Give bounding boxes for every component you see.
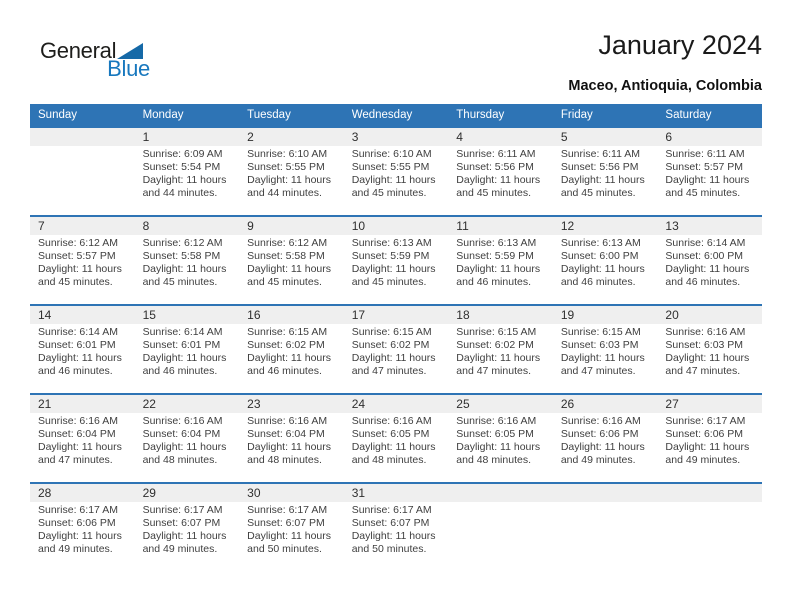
sunset-text: Sunset: 6:02 PM <box>351 339 430 351</box>
sunset-text: Sunset: 6:02 PM <box>247 339 325 351</box>
sunrise-text: Sunrise: 6:13 AM <box>560 237 641 249</box>
daylight-text: Daylight: 11 hours and 49 minutes. <box>38 530 122 555</box>
empty-day-details <box>30 146 135 215</box>
day-details <box>135 235 240 304</box>
day-number: 10 <box>351 219 366 233</box>
sunrise-text: Sunrise: 6:14 AM <box>665 237 746 249</box>
sunrise-text: Sunrise: 6:17 AM <box>247 504 328 516</box>
logo-text-general: General <box>40 38 117 63</box>
week-row <box>30 393 762 482</box>
day-details <box>239 146 344 215</box>
sunset-text: Sunset: 6:01 PM <box>38 339 116 351</box>
day-details <box>657 146 762 215</box>
day-number: 26 <box>560 397 575 411</box>
day-details-band <box>30 324 762 393</box>
weekday-header-friday: Friday <box>560 109 593 121</box>
sunrise-text: Sunrise: 6:11 AM <box>456 148 536 160</box>
daylight-text: Daylight: 11 hours and 48 minutes. <box>351 441 436 466</box>
day-number: 30 <box>247 486 261 500</box>
sunset-text: Sunset: 5:56 PM <box>560 161 639 173</box>
day-number: 7 <box>38 219 45 233</box>
daylight-text: Daylight: 11 hours and 48 minutes. <box>247 441 331 466</box>
day-number: 23 <box>247 397 261 411</box>
sunset-text: Sunset: 6:07 PM <box>351 517 430 529</box>
sunrise-text: Sunrise: 6:10 AM <box>247 148 328 160</box>
daylight-text: Daylight: 11 hours and 48 minutes. <box>456 441 541 466</box>
day-number: 17 <box>351 308 366 322</box>
day-details <box>448 235 553 304</box>
day-number: 15 <box>142 308 156 322</box>
sunrise-text: Sunrise: 6:16 AM <box>456 415 537 427</box>
daylight-text: Daylight: 11 hours and 46 minutes. <box>142 352 227 377</box>
page-title: January 2024 <box>598 30 762 60</box>
calendar-table <box>30 104 762 571</box>
day-details <box>239 502 344 571</box>
daylight-text: Daylight: 11 hours and 45 minutes. <box>351 174 436 199</box>
sunrise-text: Sunrise: 6:17 AM <box>38 504 118 516</box>
week-row <box>30 304 762 393</box>
day-number: 27 <box>665 397 679 411</box>
day-number-band <box>30 395 762 413</box>
daylight-text: Daylight: 11 hours and 45 minutes. <box>560 174 645 199</box>
sunrise-text: Sunrise: 6:15 AM <box>560 326 641 338</box>
sunrise-text: Sunrise: 6:15 AM <box>456 326 537 338</box>
day-details <box>135 502 240 571</box>
day-details-band <box>30 502 762 571</box>
day-number: 19 <box>560 308 575 322</box>
day-details <box>344 146 449 215</box>
sunset-text: Sunset: 6:03 PM <box>665 339 744 351</box>
sunrise-text: Sunrise: 6:15 AM <box>247 326 328 338</box>
daylight-text: Daylight: 11 hours and 49 minutes. <box>665 441 750 466</box>
day-details <box>30 235 135 304</box>
day-details <box>30 413 135 482</box>
empty-day-cell <box>657 484 762 502</box>
sunrise-text: Sunrise: 6:13 AM <box>351 237 432 249</box>
sunset-text: Sunset: 6:02 PM <box>456 339 534 351</box>
day-number: 25 <box>456 397 470 411</box>
daylight-text: Daylight: 11 hours and 46 minutes. <box>247 352 331 377</box>
daylight-text: Daylight: 11 hours and 47 minutes. <box>38 441 122 466</box>
day-number: 12 <box>560 219 575 233</box>
week-row <box>30 126 762 215</box>
day-number: 24 <box>351 397 366 411</box>
logo-text-blue: Blue <box>107 56 150 81</box>
calendar-weeks <box>30 126 762 571</box>
day-number: 6 <box>665 130 673 144</box>
day-details <box>30 324 135 393</box>
day-number-band <box>30 128 762 146</box>
day-details-band <box>30 235 762 304</box>
day-number: 29 <box>142 486 156 500</box>
day-number: 14 <box>38 308 52 322</box>
sunset-text: Sunset: 5:55 PM <box>351 161 430 173</box>
daylight-text: Daylight: 11 hours and 48 minutes. <box>142 441 227 466</box>
sunrise-text: Sunrise: 6:16 AM <box>247 415 328 427</box>
sunrise-text: Sunrise: 6:16 AM <box>560 415 641 427</box>
sunrise-text: Sunrise: 6:14 AM <box>38 326 118 338</box>
daylight-text: Daylight: 11 hours and 47 minutes. <box>351 352 436 377</box>
day-details <box>657 235 762 304</box>
day-details <box>553 324 658 393</box>
sunset-text: Sunset: 5:59 PM <box>351 250 430 262</box>
sunrise-text: Sunrise: 6:14 AM <box>142 326 223 338</box>
day-number: 22 <box>142 397 156 411</box>
day-details <box>239 413 344 482</box>
day-number: 28 <box>38 486 52 500</box>
daylight-text: Daylight: 11 hours and 45 minutes. <box>142 263 227 288</box>
sunset-text: Sunset: 6:06 PM <box>665 428 744 440</box>
sunset-text: Sunset: 6:00 PM <box>560 250 639 262</box>
day-number: 18 <box>456 308 470 322</box>
day-details <box>344 235 449 304</box>
general-blue-logo <box>40 40 150 79</box>
day-details <box>344 324 449 393</box>
daylight-text: Daylight: 11 hours and 49 minutes. <box>142 530 227 555</box>
day-details <box>553 235 658 304</box>
empty-day-cell <box>553 484 658 502</box>
sunset-text: Sunset: 5:57 PM <box>665 161 744 173</box>
sunset-text: Sunset: 5:58 PM <box>142 250 221 262</box>
daylight-text: Daylight: 11 hours and 45 minutes. <box>351 263 436 288</box>
day-number: 8 <box>142 219 150 233</box>
sunset-text: Sunset: 6:06 PM <box>38 517 116 529</box>
sunrise-text: Sunrise: 6:16 AM <box>38 415 118 427</box>
sunrise-text: Sunrise: 6:10 AM <box>351 148 432 160</box>
sunrise-text: Sunrise: 6:12 AM <box>247 237 328 249</box>
sunrise-text: Sunrise: 6:17 AM <box>142 504 223 516</box>
daylight-text: Daylight: 11 hours and 45 minutes. <box>665 174 750 199</box>
sunrise-text: Sunrise: 6:17 AM <box>351 504 432 516</box>
day-details <box>344 413 449 482</box>
sunrise-text: Sunrise: 6:11 AM <box>560 148 641 160</box>
day-details <box>344 502 449 571</box>
sunset-text: Sunset: 6:01 PM <box>142 339 221 351</box>
sunset-text: Sunset: 6:06 PM <box>560 428 639 440</box>
sunrise-text: Sunrise: 6:11 AM <box>665 148 745 160</box>
day-number: 1 <box>142 130 150 144</box>
day-number: 4 <box>456 130 463 144</box>
daylight-text: Daylight: 11 hours and 44 minutes. <box>247 174 331 199</box>
day-details <box>239 235 344 304</box>
sunset-text: Sunset: 6:04 PM <box>142 428 221 440</box>
sunrise-text: Sunrise: 6:16 AM <box>351 415 432 427</box>
sunrise-text: Sunrise: 6:13 AM <box>456 237 537 249</box>
day-details-band <box>30 146 762 215</box>
sunrise-text: Sunrise: 6:09 AM <box>142 148 223 160</box>
weekday-header-tuesday: Tuesday <box>247 109 291 121</box>
daylight-text: Daylight: 11 hours and 44 minutes. <box>142 174 227 199</box>
sunset-text: Sunset: 6:04 PM <box>247 428 325 440</box>
day-number: 11 <box>456 219 469 233</box>
sunset-text: Sunset: 6:04 PM <box>38 428 116 440</box>
day-number: 9 <box>247 219 254 233</box>
empty-day-details <box>657 502 762 571</box>
weekday-header-thursday: Thursday <box>456 109 505 121</box>
day-number: 20 <box>665 308 679 322</box>
daylight-text: Daylight: 11 hours and 46 minutes. <box>456 263 541 288</box>
sunset-text: Sunset: 5:58 PM <box>247 250 325 262</box>
sunset-text: Sunset: 6:05 PM <box>351 428 430 440</box>
sunset-text: Sunset: 5:54 PM <box>142 161 221 173</box>
day-number: 2 <box>247 130 254 144</box>
day-details <box>657 324 762 393</box>
daylight-text: Daylight: 11 hours and 46 minutes. <box>38 352 122 377</box>
sunrise-text: Sunrise: 6:17 AM <box>665 415 746 427</box>
daylight-text: Daylight: 11 hours and 47 minutes. <box>456 352 541 377</box>
day-number: 31 <box>351 486 366 500</box>
day-details <box>657 413 762 482</box>
weekday-header-sunday: Sunday <box>38 109 78 121</box>
daylight-text: Daylight: 11 hours and 49 minutes. <box>560 441 645 466</box>
sunset-text: Sunset: 6:05 PM <box>456 428 534 440</box>
day-details <box>448 413 553 482</box>
sunset-text: Sunset: 5:57 PM <box>38 250 116 262</box>
page-subtitle: Maceo, Antioquia, Colombia <box>568 78 762 94</box>
daylight-text: Daylight: 11 hours and 46 minutes. <box>560 263 645 288</box>
sunrise-text: Sunrise: 6:16 AM <box>142 415 223 427</box>
daylight-text: Daylight: 11 hours and 45 minutes. <box>456 174 541 199</box>
day-details <box>135 146 240 215</box>
day-number: 3 <box>351 130 359 144</box>
day-details <box>30 502 135 571</box>
daylight-text: Daylight: 11 hours and 50 minutes. <box>247 530 331 555</box>
daylight-text: Daylight: 11 hours and 47 minutes. <box>665 352 750 377</box>
day-details <box>135 413 240 482</box>
day-number: 21 <box>38 397 52 411</box>
sunrise-text: Sunrise: 6:12 AM <box>38 237 118 249</box>
day-details <box>553 146 658 215</box>
sunset-text: Sunset: 6:00 PM <box>665 250 744 262</box>
day-details <box>239 324 344 393</box>
day-number-band <box>30 484 762 502</box>
day-details-band <box>30 413 762 482</box>
daylight-text: Daylight: 11 hours and 50 minutes. <box>351 530 436 555</box>
daylight-text: Daylight: 11 hours and 45 minutes. <box>38 263 122 288</box>
daylight-text: Daylight: 11 hours and 45 minutes. <box>247 263 331 288</box>
sunrise-text: Sunrise: 6:16 AM <box>665 326 746 338</box>
daylight-text: Daylight: 11 hours and 46 minutes. <box>665 263 750 288</box>
day-number: 13 <box>665 219 679 233</box>
day-details <box>135 324 240 393</box>
sunrise-text: Sunrise: 6:15 AM <box>351 326 432 338</box>
sunset-text: Sunset: 6:03 PM <box>560 339 639 351</box>
week-row <box>30 215 762 304</box>
daylight-text: Daylight: 11 hours and 47 minutes. <box>560 352 645 377</box>
day-details <box>448 324 553 393</box>
weekday-header-row <box>30 104 762 126</box>
weekday-header-saturday: Saturday <box>665 109 712 121</box>
day-number-band <box>30 217 762 235</box>
week-row <box>30 482 762 571</box>
sunset-text: Sunset: 6:07 PM <box>247 517 325 529</box>
sunset-text: Sunset: 5:55 PM <box>247 161 325 173</box>
sunset-text: Sunset: 5:56 PM <box>456 161 534 173</box>
empty-day-cell <box>30 128 135 146</box>
empty-day-details <box>448 502 553 571</box>
sunset-text: Sunset: 5:59 PM <box>456 250 534 262</box>
day-details <box>553 413 658 482</box>
day-details <box>448 146 553 215</box>
empty-day-details <box>553 502 658 571</box>
sunset-text: Sunset: 6:07 PM <box>142 517 221 529</box>
weekday-header-monday: Monday <box>142 109 184 121</box>
sunrise-text: Sunrise: 6:12 AM <box>142 237 223 249</box>
empty-day-cell <box>448 484 553 502</box>
weekday-header-wednesday: Wednesday <box>351 109 413 121</box>
day-number: 16 <box>247 308 261 322</box>
day-number-band <box>30 306 762 324</box>
day-number: 5 <box>560 130 568 144</box>
